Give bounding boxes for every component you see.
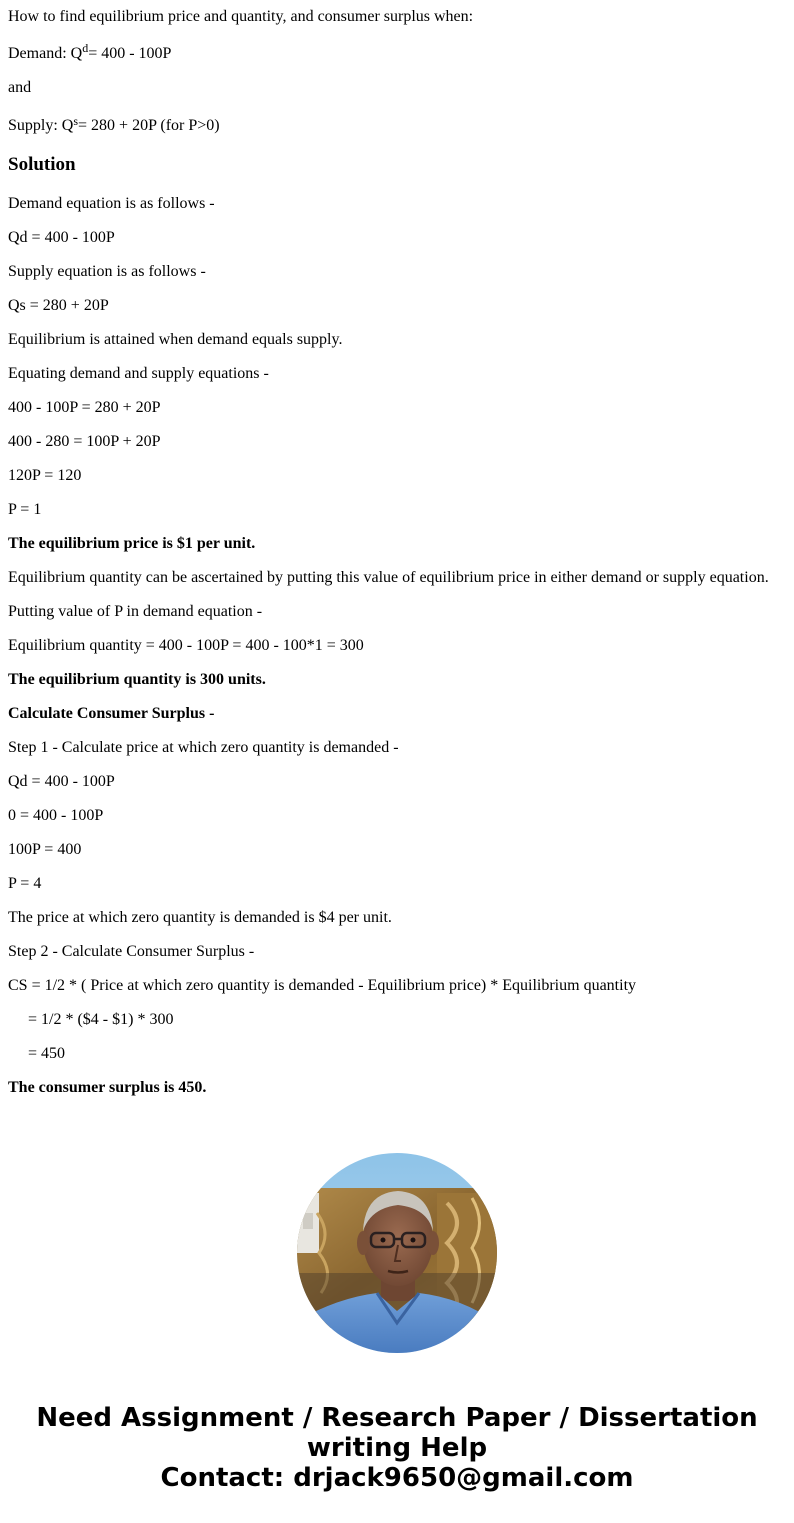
solution-line: Qs = 280 + 20P	[8, 297, 109, 314]
solution-line: 400 - 280 = 100P + 20P	[8, 433, 161, 450]
solution-line: Step 2 - Calculate Consumer Surplus -	[8, 943, 255, 960]
solution-line: Equilibrium quantity = 400 - 100P = 400 - 100*1 = 300	[8, 637, 364, 654]
solution-line: Step 1 - Calculate price at which zero quantity is demanded -	[8, 739, 399, 756]
consumer-surplus-heading: Calculate Consumer Surplus -	[8, 705, 215, 722]
solution-line: P = 1	[8, 501, 42, 518]
equilibrium-price-result: The equilibrium price is $1 per unit.	[8, 535, 256, 552]
solution-line: Equilibrium is attained when demand equals supply.	[8, 331, 343, 348]
solution-line: = 1/2 * ($4 - $1) * 300	[28, 1011, 174, 1028]
footer-contact	[0, 1403, 794, 1493]
solution-line: Equating demand and supply equations -	[8, 365, 269, 382]
solution-line: The price at which zero quantity is demanded is $4 per unit.	[8, 909, 392, 926]
solution-line: 400 - 100P = 280 + 20P	[8, 399, 161, 416]
question-intro: How to find equilibrium price and quantity, and consumer surplus when:	[8, 8, 474, 25]
solution-line: CS = 1/2 * ( Price at which zero quantity is demanded - Equilibrium price) * Equilibrium quantity	[8, 977, 637, 994]
solution-line: = 450	[28, 1045, 66, 1062]
equilibrium-quantity-result: The equilibrium quantity is 300 units.	[8, 671, 266, 688]
footer-line-1: Need Assignment / Research Paper / Dissertation	[36, 1403, 758, 1433]
demand-superscript: d	[82, 41, 89, 55]
solution-line: P = 4	[8, 875, 42, 892]
supply-equation	[8, 114, 220, 135]
demand-prefix: Demand: Q	[8, 45, 83, 62]
demand-rest: = 400 - 100P	[88, 45, 172, 62]
avatar-portrait-image	[297, 1153, 497, 1353]
author-avatar	[297, 1153, 497, 1353]
solution-heading: Solution	[8, 154, 76, 175]
solution-line: 120P = 120	[8, 467, 82, 484]
solution-line: Qd = 400 - 100P	[8, 773, 115, 790]
and-text: and	[8, 79, 32, 96]
solution-line: Supply equation is as follows -	[8, 263, 206, 280]
solution-line: Putting value of P in demand equation -	[8, 603, 263, 620]
supply-prefix: Supply: Q	[8, 117, 74, 134]
supply-rest: = 280 + 20P (for P>0)	[78, 117, 220, 134]
solution-line: 100P = 400	[8, 841, 82, 858]
footer-contact-email[interactable]: Contact: drjack9650@gmail.com	[160, 1463, 634, 1493]
solution-line: 0 = 400 - 100P	[8, 807, 104, 824]
demand-equation	[8, 41, 172, 63]
supply-superscript: s	[73, 114, 79, 128]
solution-line: Demand equation is as follows -	[8, 195, 215, 212]
solution-line: Qd = 400 - 100P	[8, 229, 115, 246]
consumer-surplus-result: The consumer surplus is 450.	[8, 1079, 207, 1096]
solution-line: Equilibrium quantity can be ascertained by putting this value of equilibrium price in either demand or supply equation.	[8, 569, 769, 586]
footer-line-2: writing Help	[306, 1433, 488, 1463]
